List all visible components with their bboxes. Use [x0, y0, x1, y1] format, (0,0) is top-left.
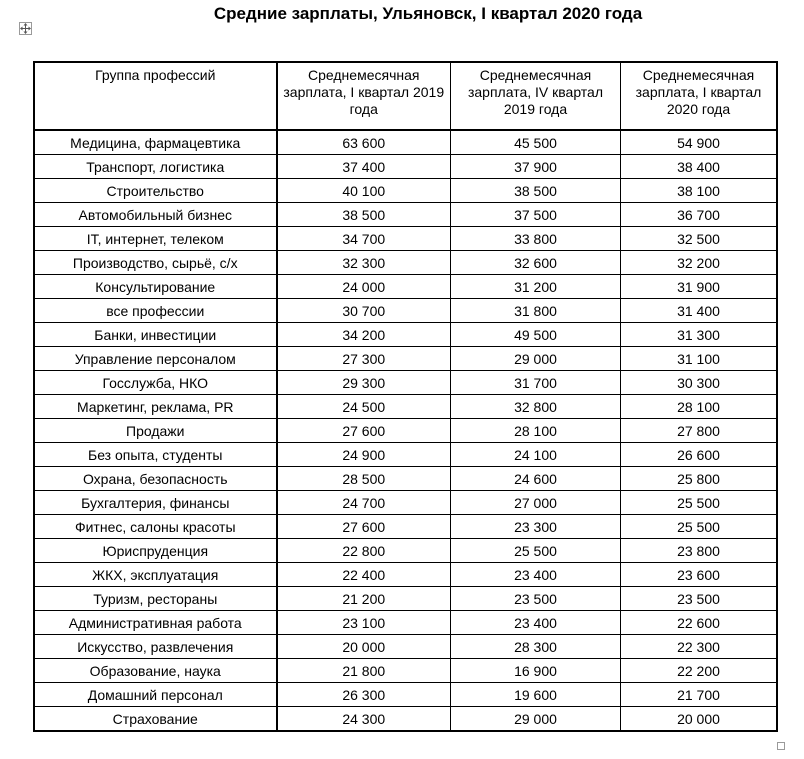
- profession-cell: Административная работа: [35, 611, 277, 635]
- q1-2020-cell: 31 300: [621, 323, 777, 347]
- q1-2019-cell: 24 700: [277, 491, 451, 515]
- header-q1-2020: Среднемесячная зарплата, I квартал 2020 года: [621, 63, 777, 131]
- q1-2019-cell: 40 100: [277, 179, 451, 203]
- q1-2020-cell: 26 600: [621, 443, 777, 467]
- profession-cell: Юриспруденция: [35, 539, 277, 563]
- q1-2019-cell: 32 300: [277, 251, 451, 275]
- q4-2019-cell: 32 600: [451, 251, 621, 275]
- q4-2019-cell: 33 800: [451, 227, 621, 251]
- q1-2020-cell: 28 100: [621, 395, 777, 419]
- q1-2020-cell: 22 200: [621, 659, 777, 683]
- q1-2020-cell: 23 600: [621, 563, 777, 587]
- salary-table: [34, 62, 777, 731]
- header-q4-2019: Среднемесячная зарплата, IV квартал 2019 года: [451, 63, 621, 131]
- q1-2020-cell: 38 400: [621, 155, 777, 179]
- document-title: Средние зарплаты, Ульяновск, I квартал 2020 года: [213, 4, 643, 23]
- q4-2019-cell: 23 400: [451, 611, 621, 635]
- table-row: [35, 491, 777, 515]
- q4-2019-cell: 32 800: [451, 395, 621, 419]
- table-row: [35, 635, 777, 659]
- q1-2019-cell: 38 500: [277, 203, 451, 227]
- q4-2019-cell: 24 100: [451, 443, 621, 467]
- q1-2019-cell: 34 700: [277, 227, 451, 251]
- q4-2019-cell: 19 600: [451, 683, 621, 707]
- profession-cell: IT, интернет, телеком: [35, 227, 277, 251]
- q4-2019-cell: 29 000: [451, 347, 621, 371]
- q4-2019-cell: 29 000: [451, 707, 621, 731]
- q1-2020-cell: 20 000: [621, 707, 777, 731]
- q1-2020-cell: 31 400: [621, 299, 777, 323]
- q1-2019-cell: 37 400: [277, 155, 451, 179]
- profession-cell: Консультирование: [35, 275, 277, 299]
- profession-cell: все профессии: [35, 299, 277, 323]
- q1-2020-cell: 54 900: [621, 130, 777, 155]
- q4-2019-cell: 24 600: [451, 467, 621, 491]
- header-q1-2019: Среднемесячная зарплата, I квартал 2019 года: [277, 63, 451, 131]
- table-row: [35, 659, 777, 683]
- q1-2019-cell: 27 600: [277, 419, 451, 443]
- table-row: [35, 515, 777, 539]
- q4-2019-cell: 49 500: [451, 323, 621, 347]
- q1-2020-cell: 23 500: [621, 587, 777, 611]
- table-row: [35, 443, 777, 467]
- table-header-row: [35, 63, 777, 131]
- q4-2019-cell: 23 300: [451, 515, 621, 539]
- q4-2019-cell: 37 500: [451, 203, 621, 227]
- table-row: [35, 683, 777, 707]
- header-profession-group: Группа профессий: [35, 63, 277, 131]
- q4-2019-cell: 45 500: [451, 130, 621, 155]
- table-row: [35, 395, 777, 419]
- q4-2019-cell: 25 500: [451, 539, 621, 563]
- profession-cell: Маркетинг, реклама, PR: [35, 395, 277, 419]
- profession-cell: Управление персоналом: [35, 347, 277, 371]
- profession-cell: ЖКХ, эксплуатация: [35, 563, 277, 587]
- q1-2020-cell: 25 500: [621, 491, 777, 515]
- profession-cell: Без опыта, студенты: [35, 443, 277, 467]
- profession-cell: Производство, сырьё, с/х: [35, 251, 277, 275]
- table-row: [35, 323, 777, 347]
- q1-2020-cell: 22 300: [621, 635, 777, 659]
- q1-2020-cell: 22 600: [621, 611, 777, 635]
- q4-2019-cell: 27 000: [451, 491, 621, 515]
- q1-2019-cell: 63 600: [277, 130, 451, 155]
- profession-cell: Транспорт, логистика: [35, 155, 277, 179]
- q4-2019-cell: 16 900: [451, 659, 621, 683]
- q4-2019-cell: 23 500: [451, 587, 621, 611]
- q4-2019-cell: 23 400: [451, 563, 621, 587]
- table-row: [35, 539, 777, 563]
- table-row: [35, 227, 777, 251]
- table-row: [35, 130, 777, 155]
- q1-2019-cell: 23 100: [277, 611, 451, 635]
- table-row: [35, 155, 777, 179]
- q1-2020-cell: 25 500: [621, 515, 777, 539]
- q4-2019-cell: 31 700: [451, 371, 621, 395]
- profession-cell: Банки, инвестиции: [35, 323, 277, 347]
- profession-cell: Фитнес, салоны красоты: [35, 515, 277, 539]
- q1-2019-cell: 28 500: [277, 467, 451, 491]
- q1-2019-cell: 24 900: [277, 443, 451, 467]
- q1-2020-cell: 25 800: [621, 467, 777, 491]
- table-resize-handle-icon[interactable]: [777, 742, 785, 750]
- q1-2020-cell: 23 800: [621, 539, 777, 563]
- table-row: [35, 203, 777, 227]
- profession-cell: Бухгалтерия, финансы: [35, 491, 277, 515]
- q4-2019-cell: 31 800: [451, 299, 621, 323]
- q1-2019-cell: 27 600: [277, 515, 451, 539]
- table-row: [35, 611, 777, 635]
- q1-2020-cell: 32 500: [621, 227, 777, 251]
- profession-cell: Образование, наука: [35, 659, 277, 683]
- table-row: [35, 347, 777, 371]
- q4-2019-cell: 28 300: [451, 635, 621, 659]
- table-row: [35, 299, 777, 323]
- table-row: [35, 275, 777, 299]
- q1-2020-cell: 30 300: [621, 371, 777, 395]
- table-row: [35, 587, 777, 611]
- q1-2020-cell: 31 900: [621, 275, 777, 299]
- profession-cell: Автомобильный бизнес: [35, 203, 277, 227]
- q1-2019-cell: 27 300: [277, 347, 451, 371]
- q4-2019-cell: 38 500: [451, 179, 621, 203]
- q1-2019-cell: 29 300: [277, 371, 451, 395]
- q1-2020-cell: 31 100: [621, 347, 777, 371]
- q1-2019-cell: 21 800: [277, 659, 451, 683]
- profession-cell: Домашний персонал: [35, 683, 277, 707]
- q1-2019-cell: 30 700: [277, 299, 451, 323]
- table-row: [35, 251, 777, 275]
- q1-2019-cell: 34 200: [277, 323, 451, 347]
- q4-2019-cell: 31 200: [451, 275, 621, 299]
- q1-2020-cell: 32 200: [621, 251, 777, 275]
- q1-2019-cell: 20 000: [277, 635, 451, 659]
- q1-2019-cell: 22 800: [277, 539, 451, 563]
- q1-2019-cell: 24 500: [277, 395, 451, 419]
- profession-cell: Медицина, фармацевтика: [35, 130, 277, 155]
- q4-2019-cell: 28 100: [451, 419, 621, 443]
- table-row: [35, 467, 777, 491]
- table-row: [35, 371, 777, 395]
- profession-cell: Туризм, рестораны: [35, 587, 277, 611]
- q1-2020-cell: 36 700: [621, 203, 777, 227]
- profession-cell: Охрана, безопасность: [35, 467, 277, 491]
- q1-2020-cell: 27 800: [621, 419, 777, 443]
- table-row: [35, 563, 777, 587]
- table-row: [35, 707, 777, 731]
- q1-2019-cell: 22 400: [277, 563, 451, 587]
- q4-2019-cell: 37 900: [451, 155, 621, 179]
- q1-2020-cell: 21 700: [621, 683, 777, 707]
- q1-2019-cell: 24 000: [277, 275, 451, 299]
- profession-cell: Страхование: [35, 707, 277, 731]
- table-body: [35, 130, 777, 731]
- profession-cell: Искусство, развлечения: [35, 635, 277, 659]
- q1-2019-cell: 24 300: [277, 707, 451, 731]
- q1-2019-cell: 26 300: [277, 683, 451, 707]
- profession-cell: Продажи: [35, 419, 277, 443]
- table-row: [35, 179, 777, 203]
- q1-2019-cell: 21 200: [277, 587, 451, 611]
- q1-2020-cell: 38 100: [621, 179, 777, 203]
- profession-cell: Госслужба, НКО: [35, 371, 277, 395]
- profession-cell: Строительство: [35, 179, 277, 203]
- table-row: [35, 419, 777, 443]
